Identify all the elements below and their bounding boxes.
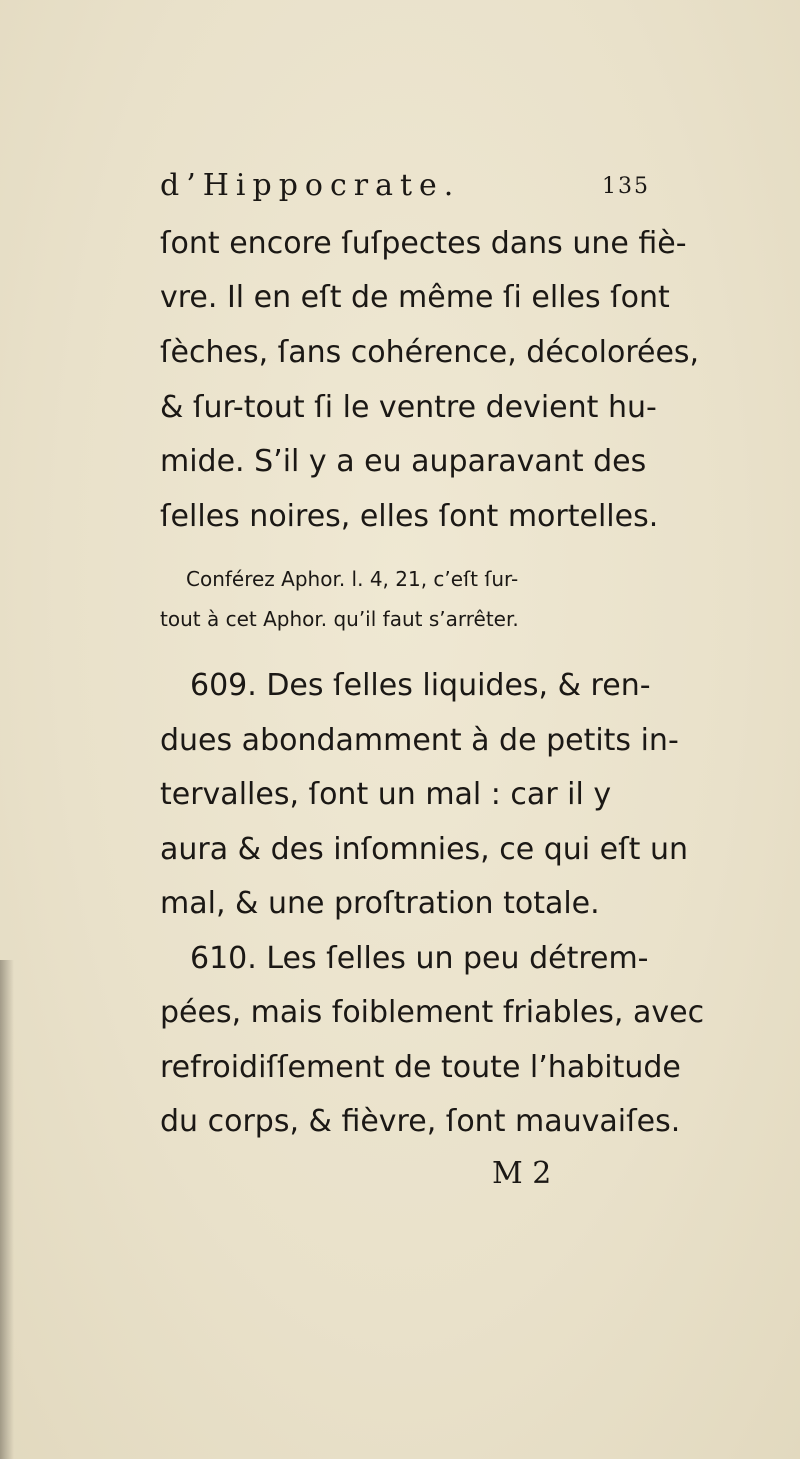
running-head: d’Hippocrate. [160, 168, 461, 203]
signature-mark: M 2 [492, 1156, 552, 1191]
page-header [160, 166, 650, 206]
aphorism-610-line: du corps, & fièvre, ſont mauvaiſes. [160, 1104, 681, 1139]
text-line: & ſur-tout ſi le ventre devient hu- [160, 390, 657, 425]
text-line: mide. S’il y a eu auparavant des [160, 444, 647, 479]
aphorism-610-line: 610. Les ſelles un peu détrem- [190, 941, 649, 976]
page-number: 135 [602, 174, 650, 199]
text-line: vre. Il en eſt de même ſi elles ſont [160, 280, 670, 315]
aphorism-610-line: pées, mais foiblement friables, avec [160, 995, 705, 1030]
aphorism-609-line: dues abondamment à de petits in- [160, 723, 679, 758]
aphorism-609-line: 609. Des ſelles liquides, & ren- [190, 668, 651, 703]
text-line: ſont encore ſuſpectes dans une fiè- [160, 226, 687, 261]
text-line: ſèches, ſans cohérence, décolorées, [160, 335, 700, 370]
commentary-line: Conférez Aphor. l. 4, 21, c’eſt ſur- [186, 567, 519, 591]
aphorism-609-line: tervalles, ſont un mal : car il y [160, 777, 612, 812]
text-line: ſelles noires, elles ſont mortelles. [160, 499, 659, 534]
page-edge-shadow [0, 960, 14, 1459]
commentary-line: tout à cet Aphor. qu’il faut s’arrêter. [160, 607, 519, 631]
aphorism-609-line: aura & des inſomnies, ce qui eſt un [160, 832, 689, 867]
aphorism-610-line: refroidiſſement de toute l’habitude [160, 1050, 681, 1085]
aphorism-609-line: mal, & une proſtration totale. [160, 886, 600, 921]
